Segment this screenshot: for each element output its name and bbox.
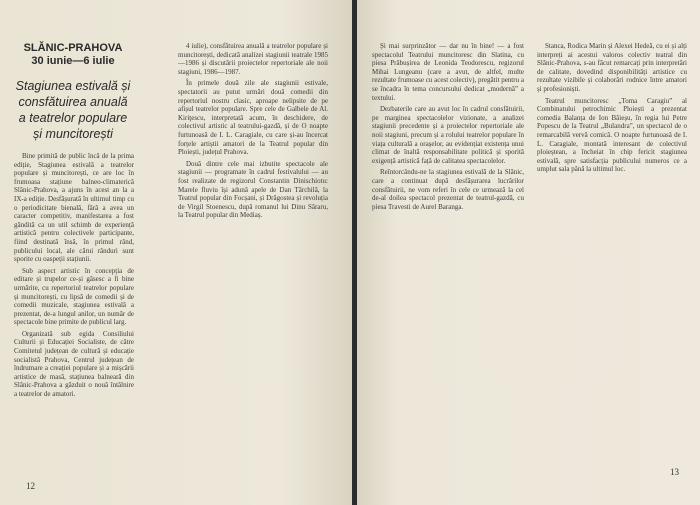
page-number: 12 [26, 481, 35, 491]
article-location: SLĂNIC-PRAHOVA [23, 42, 123, 54]
left-column-1 [14, 152, 134, 472]
paragraph: Teatrul muncitoresc „Toma Caragiu” al Combinatului petrochimic Ploiești a prezentat comedia Balanța de Ion Băieșu, în regia lui Petre Popescu de la Teatrul „Bulandra”, un spectacol de o remarcabilă vervă comică. O noapte furtunoasă de I. L. Caragiale, montată interesant de colectivul ploieștean, a încheiat în chip fericit stagiunea estivală, spre satisfacția publicului numeros ce a umplut sala până la ultimul loc. [537, 96, 687, 174]
paragraph: Două dintre cele mai izbutite spectacole ale stagiunii — programate în cadrul festivalului — au fost realizate de regizorul Constantin Dinischiotu: Marele fluviu își adună apele de Dan Tărchilă, la Teatrul popular din Focșani, și Drăgostea și revoluția de Virgil Stoenescu, după romanul lui Dinu Săraru, la Teatrul popular din Mediaș. [178, 159, 328, 220]
article-title: Stagiunea estivală și consfătuirea anuală a teatrelor populare și muncitorești [15, 79, 131, 141]
paragraph: Reîntorcându-ne la stagiunea estivală de la Slănic, care a continuat după desfășurarea lucrărilor consfătuirii, ne vom referi în cele ce urmează la cel de-al doilea spectacol prezentat de teatrul-gazdă, cu piesa Travesti de Aurel Baranga. [372, 168, 524, 211]
left-column-2 [178, 42, 328, 472]
article-dates: 30 iunie—6 iulie [31, 55, 115, 67]
paragraph: Organizată sub egida Consiliului Culturii și Educației Socialiste, de către Comitetul județean de cultură și educație socialistă Prahova, Centrul județean de îndrumare a creației populare și a mișcării artistice de masă, stațiunea balneară din Slănic-Prahova a găzduit o nouă întâlnire a teatrelor de amatori. [14, 329, 134, 399]
right-column-2 [537, 42, 687, 472]
paragraph: Și mai surprinzător — dar nu în bine! — a fost spectacolul Teatrului muncitoresc din Slatina, cu piesa Prăbușirea de Leonida Teodorescu, regizorul Mihai Lungeanu (care a avut, de altfel, multe rezultate frumoase cu acest colectiv), pregătit pentru a se încadra în tema concursului dedicat „modernă” a textului. [372, 42, 524, 102]
paragraph: Dezbaterile care au avut loc în cadrul consfătuirii, pe marginea spectacolelor vizionate, a analizei stagiunii precedente și a proiectelor repertoriale ale noii stagiuni, precum și a rolului teatrelor populare în viața culturală a orașelor, au evidențiat existența unui climat de înaltă responsabilitate politică și sporită exigență artistică față de calitatea spectacolelor. [372, 105, 524, 165]
paragraph: 4 iulie), consfătuirea anuală a teatrelor populare și muncitorești, dedicată analizei stagiunii teatrale 1985—1986 și discutării proiectelor repertoriale ale noii stagiuni, 1986—1987. [178, 42, 328, 76]
paragraph: Bine primită de public încă de la prima ediție, Stagiunea estivală a teatrelor populare și muncitorești, ce are loc în frumoasa stațiune balneo-climaterică Slănic-Prahova, a ajuns în acest an la a IX-a ediție. Desfășurată în ultimul timp cu o periodicitate bienală, fără a avea un caracter competitiv, manifestarea a fost gândită ca un util schimb de experiență artistică pentru colectivele participante, fiind destinată însă, în primul rând, publicului local, ale cărui rânduri sunt sporite cu oaspeții stațiunii. [14, 152, 134, 264]
paragraph: Stanca, Rodica Marin și Alexei Hedeă, cu ei și alți interpreți ai acestui valoros colectiv teatral din Slănic-Prahova, s-au făcut remarcați prin interpretări de calitate, dovedind disponibilități artistice cu rezultate vizibile și colaborări rodnice între amatori și profesioniști. [537, 42, 687, 93]
paragraph: Sub aspect artistic în concepția de editare și trupelor ce-și găsesc a fi bine urmărite, cu repertoriul teatrelor populare și muncitorești, cu lipsă de comedii și de comedii muzicale, stagiunea estivală a prezentat, de-a lungul anilor, un număr de spectacole bine primite de publicul larg. [14, 266, 134, 327]
article-header [14, 42, 132, 142]
paragraph: În primele două zile ale stagiunii estivale, spectatorii au putut urmări două comedii din repertoriul nostru clasic, aproape nelipsite de pe afișul teatrelor populare. Spre cele de Galbele de Al. Kiriţescu, interpretată acum, în deschidere, de colectivul artistic al teatrului-gazdă, și de O noapte furtunoasă de I. L. Caragiale, cu care și-au încercat forțele artiștii amatori de la Teatrul popular din Ploiești, județul Prahova. [178, 79, 328, 157]
right-column-1 [372, 42, 524, 472]
page-number: 13 [670, 467, 679, 477]
right-page [357, 0, 700, 505]
